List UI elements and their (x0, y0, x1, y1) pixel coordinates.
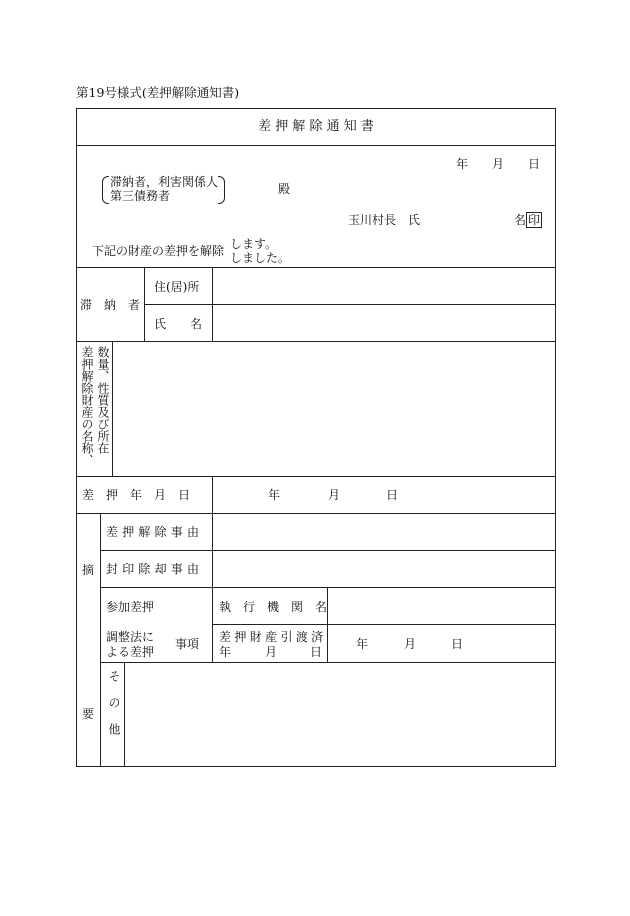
seal-removal-field[interactable] (214, 552, 554, 586)
brace-right (218, 176, 225, 204)
remarks-label-top: 摘 (82, 563, 95, 577)
release-reason-label: 差押解除事由 (106, 525, 204, 539)
property-label-col2: 数量、性質及び所在 (96, 346, 110, 454)
notice-prefix: 下記の財産の差押を解除 (92, 244, 225, 258)
honorific: 殿 (278, 182, 291, 196)
coordination-items: 事項 (175, 637, 200, 651)
rule-property-col (112, 341, 113, 477)
rule-other-col (124, 662, 125, 767)
transfer-label: 差押財産引渡済 (219, 630, 327, 644)
rule-header-bottom (76, 267, 556, 268)
date-year: 年 (456, 157, 469, 171)
coordination-line1: 参加差押 (106, 600, 155, 614)
transfer-day: 日 (451, 637, 464, 651)
address-field[interactable] (214, 269, 554, 303)
date-day: 日 (528, 157, 541, 171)
rule-agency-bottom (212, 624, 556, 625)
form-number: 第19号様式(差押解除通知書) (76, 85, 240, 100)
rule-debtor-value-col (212, 267, 213, 342)
rule-debtor-col (144, 267, 145, 342)
transfer-label-year: 年 (219, 645, 232, 659)
other-label: その他 (107, 670, 121, 750)
rule-remarks-value-col (212, 513, 213, 662)
seal-mark: 印 (528, 213, 541, 227)
recipient-line1: 滞納者，利害関係人 (110, 175, 219, 189)
debtor-section-label: 滞 納 者 (80, 298, 141, 312)
rule-date-bottom (76, 513, 556, 514)
rule-address-bottom (144, 304, 556, 305)
release-reason-field[interactable] (214, 515, 554, 549)
seizure-day: 日 (386, 488, 399, 502)
transfer-month: 月 (404, 637, 417, 651)
executing-agency-label: 執 行 機 関 名 (219, 600, 328, 614)
transfer-label-day: 日 (310, 645, 323, 659)
seizure-date-label: 差 押 年 月 日 (82, 488, 191, 502)
executing-agency-field[interactable] (329, 589, 554, 623)
property-label-col1: 差押解除財産の名称、 (80, 346, 94, 466)
name-field[interactable] (214, 306, 554, 340)
rule-property-bottom (76, 476, 556, 477)
rule-seal-bottom (100, 587, 556, 588)
rule-title-bottom (76, 145, 556, 146)
issuer-title: 玉川村長 氏 (348, 213, 421, 227)
seal-removal-label: 封印除却事由 (106, 562, 204, 576)
rule-debtor-bottom (76, 341, 556, 342)
issuer-name-suffix: 名 (514, 213, 527, 227)
address-label: 住(居)所 (154, 280, 200, 294)
other-field[interactable] (126, 664, 554, 765)
brace-left (102, 176, 109, 204)
notice-option-did: しました。 (230, 251, 291, 265)
document-title: 差 押 解 除 通 知 書 (258, 119, 374, 134)
rule-release-bottom (100, 550, 556, 551)
rule-date-col (212, 476, 213, 514)
remarks-label-bottom: 要 (82, 707, 95, 721)
seizure-year: 年 (268, 488, 281, 502)
coordination-line2b: よる差押 (106, 645, 155, 659)
transfer-year: 年 (356, 637, 369, 651)
rule-remarks-col (100, 513, 101, 767)
notice-option-will: します。 (230, 237, 278, 251)
date-month: 月 (492, 157, 505, 171)
recipient-line2: 第三債務者 (110, 189, 171, 203)
name-label: 氏 名 (154, 317, 203, 331)
coordination-line2a: 調整法に (106, 630, 155, 644)
rule-coordination-bottom (100, 662, 556, 663)
seizure-month: 月 (328, 488, 341, 502)
property-field[interactable] (114, 343, 554, 475)
transfer-label-month: 月 (265, 645, 278, 659)
rule-agency-col (327, 587, 328, 662)
